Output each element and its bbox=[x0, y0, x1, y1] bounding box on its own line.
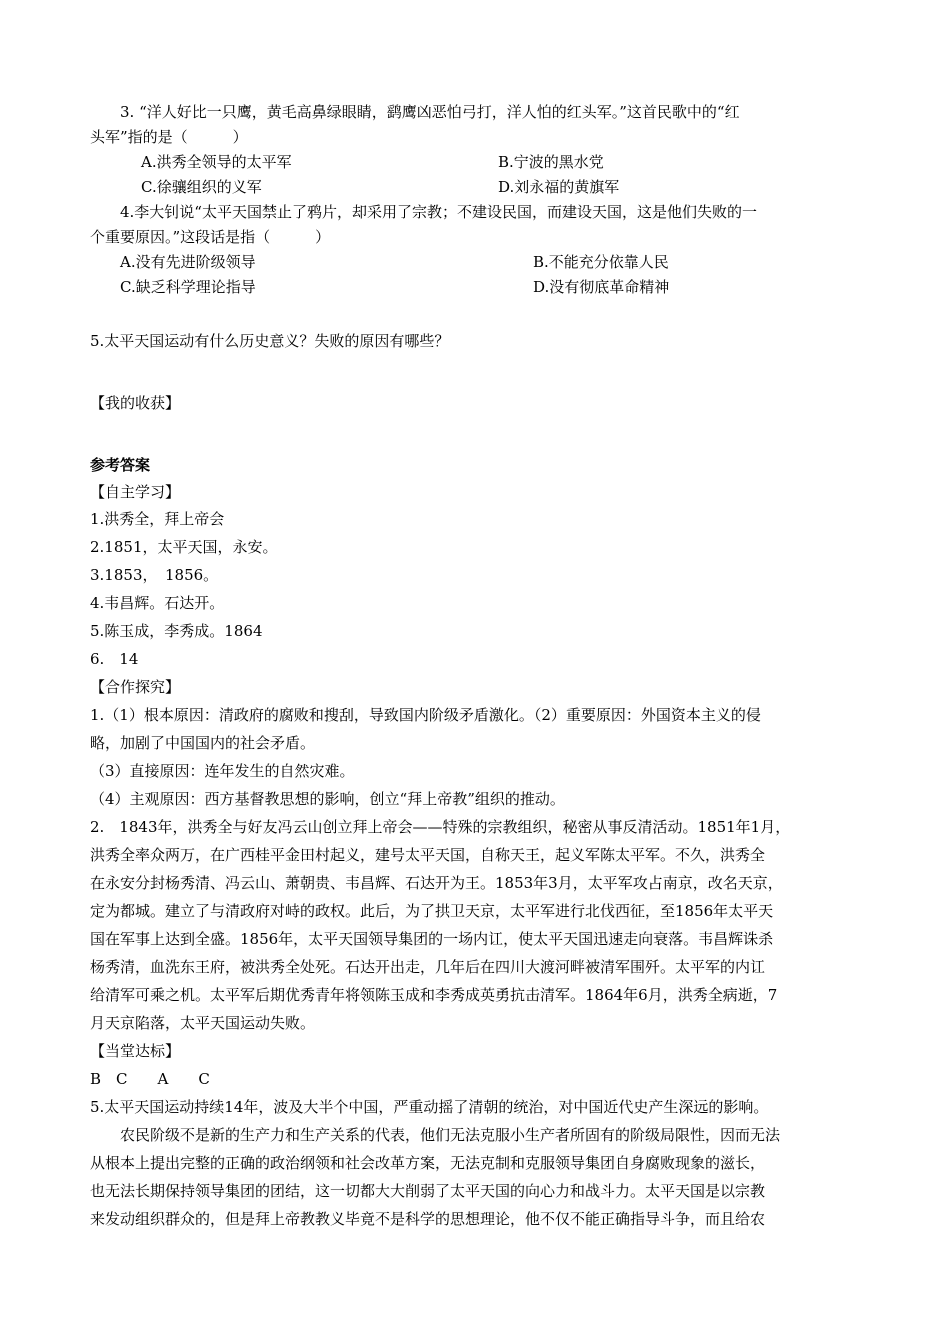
self-study-answer-5: 5.陈玉成，李秀成。1864 bbox=[90, 622, 263, 640]
q5-answer-line: 农民阶级不是新的生产力和生产关系的代表，他们无法克服小生产者所固有的阶级局限性，因而无法 bbox=[90, 1126, 781, 1144]
q5-answer-line: 从根本上提出完整的正确的政治纲领和社会改革方案，无法克制和克服领导集团自身腐败现象的滋长， bbox=[90, 1154, 766, 1172]
self-study-heading: 【自主学习】 bbox=[90, 483, 181, 501]
q4-stem-line2: 个重要原因。”这段话是指（ ） bbox=[90, 228, 331, 246]
q4-option-b: B.不能充分依靠人民 bbox=[533, 253, 669, 271]
self-study-answer-6: 6. 14 bbox=[90, 650, 139, 668]
q3-stem-line2: 头军”指的是（ ） bbox=[90, 128, 248, 146]
q5-question: 5.太平天国运动有什么历史意义？失败的原因有哪些？ bbox=[90, 332, 450, 350]
self-study-answer-3: 3.1853， 1856。 bbox=[90, 566, 219, 584]
harvest-heading: 【我的收获】 bbox=[90, 394, 181, 412]
coop-line: 略，加剧了中国国内的社会矛盾。 bbox=[90, 734, 316, 752]
q3-option-d: D.刘永福的黄旗军 bbox=[498, 178, 620, 196]
self-study-answer-1: 1.洪秀全，拜上帝会 bbox=[90, 510, 225, 528]
q4-option-c: C.缺乏科学理论指导 bbox=[120, 278, 256, 296]
q4-stem-line1: 4.李大钊说“太平天国禁止了鸦片，却采用了宗教；不建设民国，而建设天国，这是他们失败的一 bbox=[120, 203, 757, 221]
coop-line: 定为都城。建立了与清政府对峙的政权。此后，为了拱卫天京，太平军进行北伐西征，至1856年太平天 bbox=[90, 902, 774, 920]
choice-answers: B C A C bbox=[90, 1070, 210, 1088]
q5-answer-line: 也无法长期保持领导集团的团结，这一切都大大削弱了太平天国的向心力和战斗力。太平天国是以宗教 bbox=[90, 1182, 766, 1200]
q5-answer-line: 5.太平天国运动持续14年，波及大半个中国，严重动摇了清朝的统治，对中国近代史产生深远的影响。 bbox=[90, 1098, 769, 1116]
coop-line: （3）直接原因：连年发生的自然灾难。 bbox=[90, 762, 355, 780]
coop-line: 2. 1843年，洪秀全与好友冯云山创立拜上帝会——特殊的宗教组织，秘密从事反清活动。1851年1月， bbox=[90, 818, 791, 836]
self-study-answer-4: 4.韦昌辉。石达开。 bbox=[90, 594, 225, 612]
q3-option-a: A.洪秀全领导的太平军 bbox=[141, 153, 292, 171]
q5-answer-line: 来发动组织群众的，但是拜上帝教教义毕竟不是科学的思想理论，他不仅不能正确指导斗争，而且给农 bbox=[90, 1210, 766, 1228]
coop-line: 给清军可乘之机。太平军后期优秀青年将领陈玉成和李秀成英勇抗击清军。1864年6月，洪秀全病逝，7 bbox=[90, 986, 778, 1004]
q4-option-d: D.没有彻底革命精神 bbox=[533, 278, 670, 296]
q3-option-c: C.徐骧组织的义军 bbox=[141, 178, 262, 196]
coop-line: 在永安分封杨秀清、冯云山、萧朝贵、韦昌辉、石达开为王。1853年3月，太平军攻占南京，改名天京， bbox=[90, 874, 783, 892]
coop-line: 杨秀清，血洗东王府，被洪秀全处死。石达开出走，几年后在四川大渡河畔被清军围歼。太平军的内讧 bbox=[90, 958, 766, 976]
coop-line: 月天京陷落，太平天国运动失败。 bbox=[90, 1014, 316, 1032]
coop-line: 洪秀全率众两万，在广西桂平金田村起义，建号太平天国，自称天王，起义军陈太平军。不久，洪秀全 bbox=[90, 846, 766, 864]
coop-heading: 【合作探究】 bbox=[90, 678, 181, 696]
answers-title: 参考答案 bbox=[90, 456, 151, 474]
coop-line: 1.（1）根本原因：清政府的腐败和搜刮，导致国内阶级矛盾激化。（2）重要原因：外国资本主义的侵 bbox=[90, 706, 761, 724]
coop-line: （4）主观原因：西方基督教思想的影响，创立“拜上帝教”组织的推动。 bbox=[90, 790, 565, 808]
q3-stem-line1: 3. “洋人好比一只鹰，黄毛高鼻绿眼睛，鹞鹰凶恶怕弓打，洋人怕的红头军。”这首民歌中的“红 bbox=[120, 103, 740, 121]
class-heading: 【当堂达标】 bbox=[90, 1042, 181, 1060]
q4-option-a: A.没有先进阶级领导 bbox=[120, 253, 256, 271]
self-study-answer-2: 2.1851，太平天国，永安。 bbox=[90, 538, 278, 556]
q3-option-b: B.宁波的黑水党 bbox=[498, 153, 604, 171]
coop-line: 国在军事上达到全盛。1856年，太平天国领导集团的一场内讧，使太平天国迅速走向衰落。韦昌辉诛杀 bbox=[90, 930, 774, 948]
